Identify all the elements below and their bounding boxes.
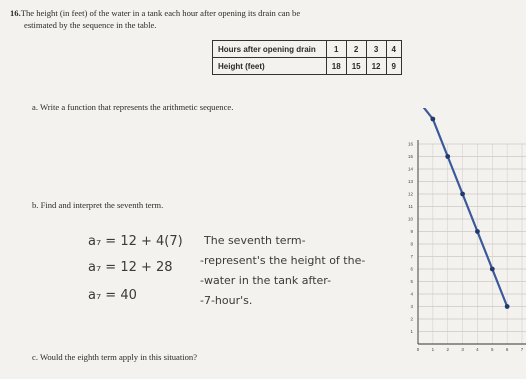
- y-tick-label: 12: [407, 191, 413, 197]
- table-cell: 3: [366, 41, 386, 58]
- part-a-prompt: a. Write a function that represents the arithmetic sequence.: [32, 102, 234, 112]
- table-cell: 15: [346, 58, 366, 75]
- x-tick-label: 7: [520, 347, 524, 352]
- table-cell: 9: [386, 58, 401, 75]
- handwritten-equation-1: a₇ = 12 + 4(7): [88, 234, 183, 249]
- x-tick-label: 2: [446, 347, 449, 352]
- graph-paper-background: [360, 108, 526, 379]
- handwritten-note-1: The seventh term-: [204, 234, 306, 247]
- data-table: [212, 40, 402, 75]
- data-point: [430, 117, 435, 122]
- problem-number: 16.: [10, 8, 21, 18]
- y-tick-label: 4: [410, 291, 413, 297]
- y-tick-label: 13: [407, 179, 413, 185]
- x-tick-label: 3: [461, 347, 464, 352]
- table-row-hours: [213, 41, 402, 58]
- y-tick-label: 10: [407, 216, 413, 222]
- table-cell: 18: [326, 58, 346, 75]
- part-b-prompt: b. Find and interpret the seventh term.: [32, 200, 164, 210]
- problem-intro-line2: estimated by the sequence in the table.: [24, 20, 157, 30]
- data-point: [460, 192, 465, 197]
- data-point: [490, 267, 495, 272]
- part-c-prompt: c. Would the eighth term apply in this situation?: [32, 352, 198, 362]
- x-tick-label: 0: [416, 347, 420, 352]
- y-tick-label: 2: [410, 316, 413, 322]
- y-tick-label: 5: [410, 279, 413, 285]
- handwritten-equation-3: a₇ = 40: [88, 288, 137, 303]
- data-point: [505, 304, 510, 309]
- table-cell: 12: [366, 58, 386, 75]
- data-point: [445, 154, 450, 159]
- table-cell: 2: [346, 41, 366, 58]
- y-tick-label: 11: [408, 204, 413, 210]
- y-tick-label: 9: [410, 229, 413, 235]
- table-row-height: [213, 58, 402, 75]
- y-tick-label: 3: [410, 304, 413, 310]
- handwritten-note-3: -water in the tank after-: [200, 274, 332, 287]
- y-tick-label: 14: [407, 166, 413, 172]
- table-cell: 1: [326, 41, 346, 58]
- table-cell: 4: [386, 41, 401, 58]
- x-tick-label: 1: [431, 347, 435, 352]
- problem-intro-line1: 16.The height (in feet) of the water in a tank each hour after opening its drain can be: [10, 8, 301, 18]
- handwritten-note-2: -represent's the height of the-: [200, 254, 366, 267]
- data-point: [475, 229, 480, 234]
- y-tick-label: 1: [410, 329, 413, 335]
- handwritten-note-4: -7-hour's.: [200, 294, 253, 307]
- y-tick-label: 15: [407, 154, 413, 160]
- y-tick-label: 8: [410, 241, 413, 247]
- table-row-label: Hours after opening drain: [213, 41, 327, 58]
- table-row-label: Height (feet): [213, 58, 327, 75]
- sequence-graph: [360, 108, 526, 379]
- y-tick-label: 7: [410, 254, 413, 260]
- y-tick-label: 16: [407, 141, 413, 147]
- y-tick-label: 6: [410, 266, 413, 272]
- x-tick-label: 5: [491, 347, 494, 352]
- x-tick-label: 4: [476, 347, 479, 352]
- handwritten-equation-2: a₇ = 12 + 28: [88, 260, 173, 275]
- x-tick-label: 6: [505, 347, 509, 352]
